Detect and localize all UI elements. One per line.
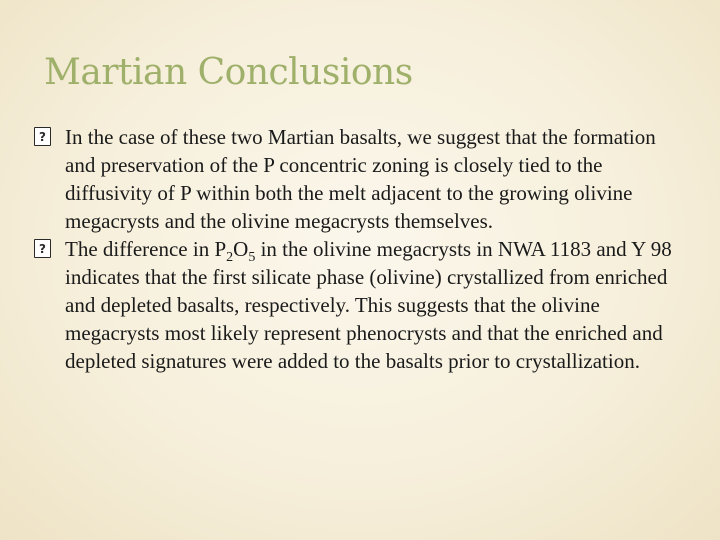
missing-glyph-box-icon — [34, 127, 51, 146]
subscript: 2 — [226, 250, 234, 265]
bullet-text-part: in the olivine megacrysts in NWA 1183 and Y 98 indicates that the first silicate phase (olivine) crystallized from enriched and depleted basalts, respectively. This suggests that the olivine megacrysts most likely represent phenocrysts and that the enriched and depleted signatures were added to the basalts prior to crystallization. — [65, 237, 672, 373]
bullet-item — [34, 123, 684, 235]
subscript: 5 — [248, 250, 256, 265]
bullet-text: In the case of these two Martian basalts, we suggest that the formation and preservation of the P concentric zoning is closely tied to the diffusivity of P within both the melt adjacent to the growing olivine megacrysts and the olivine megacrysts themselves. — [65, 125, 656, 233]
bullet-text — [65, 237, 672, 373]
bullet-text-part: The difference in P — [65, 237, 227, 261]
bullet-item — [34, 235, 684, 375]
bullet-text-part: O — [233, 237, 249, 261]
slide-title: Martian Conclusions — [44, 52, 413, 93]
missing-glyph-box-icon — [34, 239, 51, 258]
bullet-list — [34, 123, 684, 375]
